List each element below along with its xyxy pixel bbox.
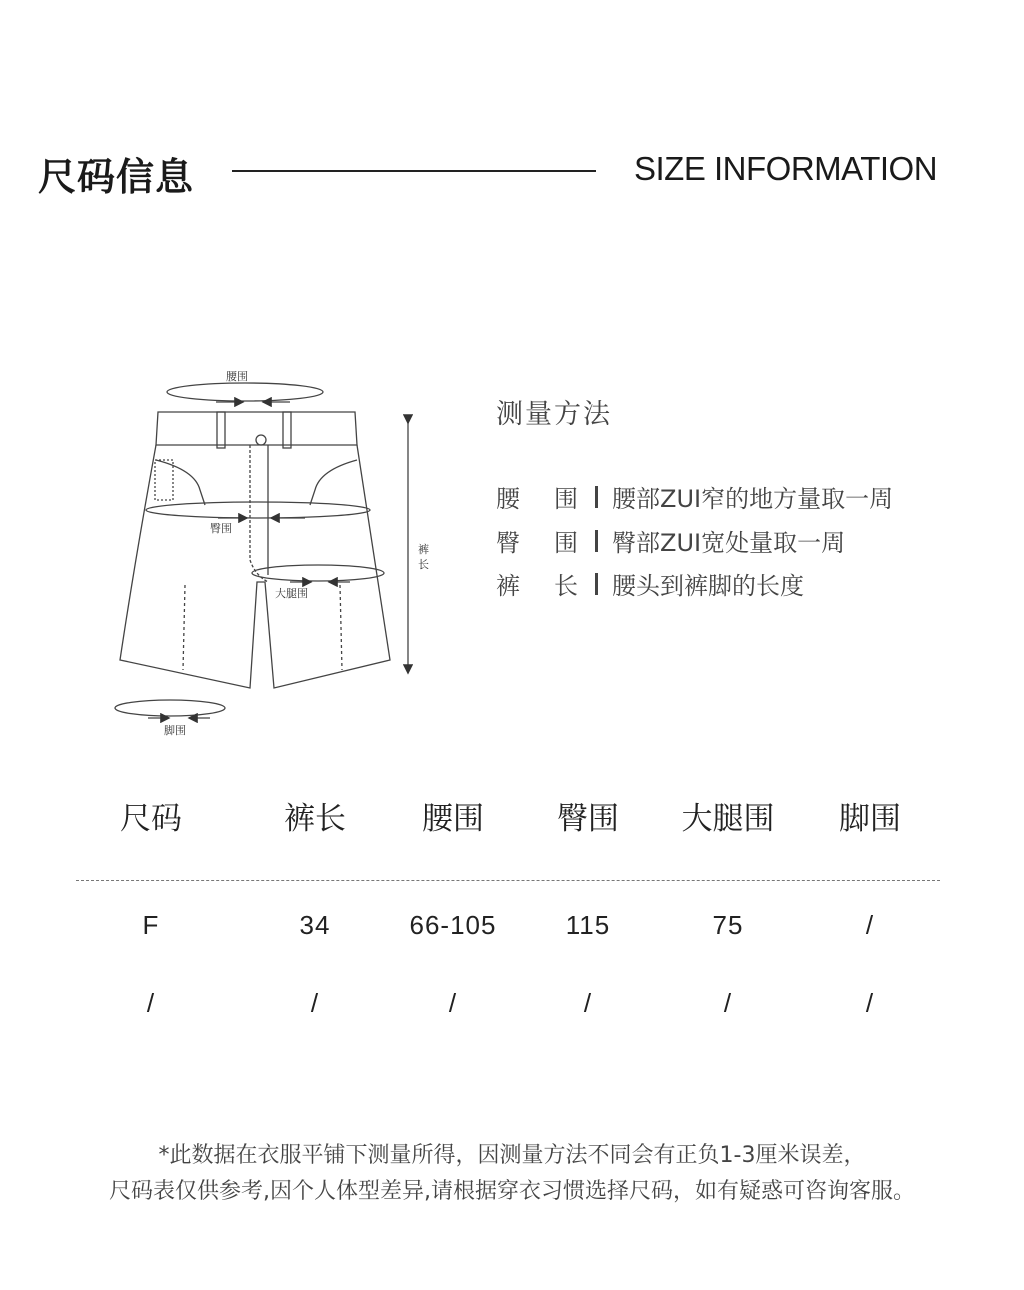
hip-label: 臀围 (210, 522, 232, 535)
shorts-diagram (100, 360, 450, 750)
table-cell: / (865, 988, 875, 1018)
footnote-line-2: 尺码表仅供参考,因个人体型差异,请根据穿衣习惯选择尺码，如有疑惑可咨询客服。 (109, 1179, 915, 1204)
separator-bar (595, 573, 598, 595)
term-char: 腰 (496, 485, 520, 513)
method-term (496, 523, 578, 558)
table-cell: / (310, 988, 320, 1018)
table-header-thigh: 大腿围 (681, 801, 775, 837)
table-cell: / (865, 910, 875, 940)
table-cell: / (146, 988, 156, 1018)
table-cell: / (448, 988, 458, 1018)
table-header-hip: 臀围 (557, 801, 619, 837)
method-term (496, 479, 578, 514)
term-char: 围 (554, 529, 578, 557)
term-char: 裤 (496, 572, 520, 600)
thigh-label: 大腿围 (275, 587, 308, 600)
waist-label: 腰围 (226, 370, 248, 383)
length-label-2: 长 (418, 558, 429, 571)
length-label-1: 裤 (418, 543, 429, 556)
footnote-line-1: *此数据在衣服平铺下测量所得，因测量方法不同会有正负1-3厘米误差， (158, 1143, 866, 1168)
term-char: 长 (554, 572, 578, 600)
table-cell: 75 (712, 910, 744, 940)
separator-bar (595, 486, 598, 508)
separator-bar (595, 530, 598, 552)
title-divider (232, 170, 596, 172)
table-cell: 115 (565, 910, 611, 940)
table-header-waist: 腰围 (422, 801, 484, 837)
hem-label: 脚围 (164, 724, 186, 737)
table-cell: 66-105 (409, 910, 497, 940)
table-header-hem: 脚围 (839, 801, 901, 837)
method-row-waist (496, 479, 893, 514)
table-cell: F (142, 910, 160, 940)
page-title-cn: 尺码信息 (38, 155, 195, 199)
method-title: 测量方法 (496, 399, 612, 430)
table-cell: / (723, 988, 733, 1018)
term-char: 臀 (496, 529, 520, 557)
method-row-length (496, 566, 804, 601)
table-cell: / (583, 988, 593, 1018)
method-desc: 腰部ZUI窄的地方量取一周 (612, 485, 894, 513)
method-desc: 臀部ZUI宽处量取一周 (612, 529, 846, 557)
term-char: 围 (554, 485, 578, 513)
method-row-hip (496, 523, 845, 558)
method-term (496, 566, 578, 601)
table-cell: 34 (299, 910, 331, 940)
table-header-size: 尺码 (120, 801, 182, 837)
table-header-length: 裤长 (284, 801, 346, 837)
method-desc: 腰头到裤脚的长度 (612, 572, 804, 600)
page-title-en: SIZE INFORMATION (634, 150, 938, 187)
table-divider (76, 880, 940, 881)
